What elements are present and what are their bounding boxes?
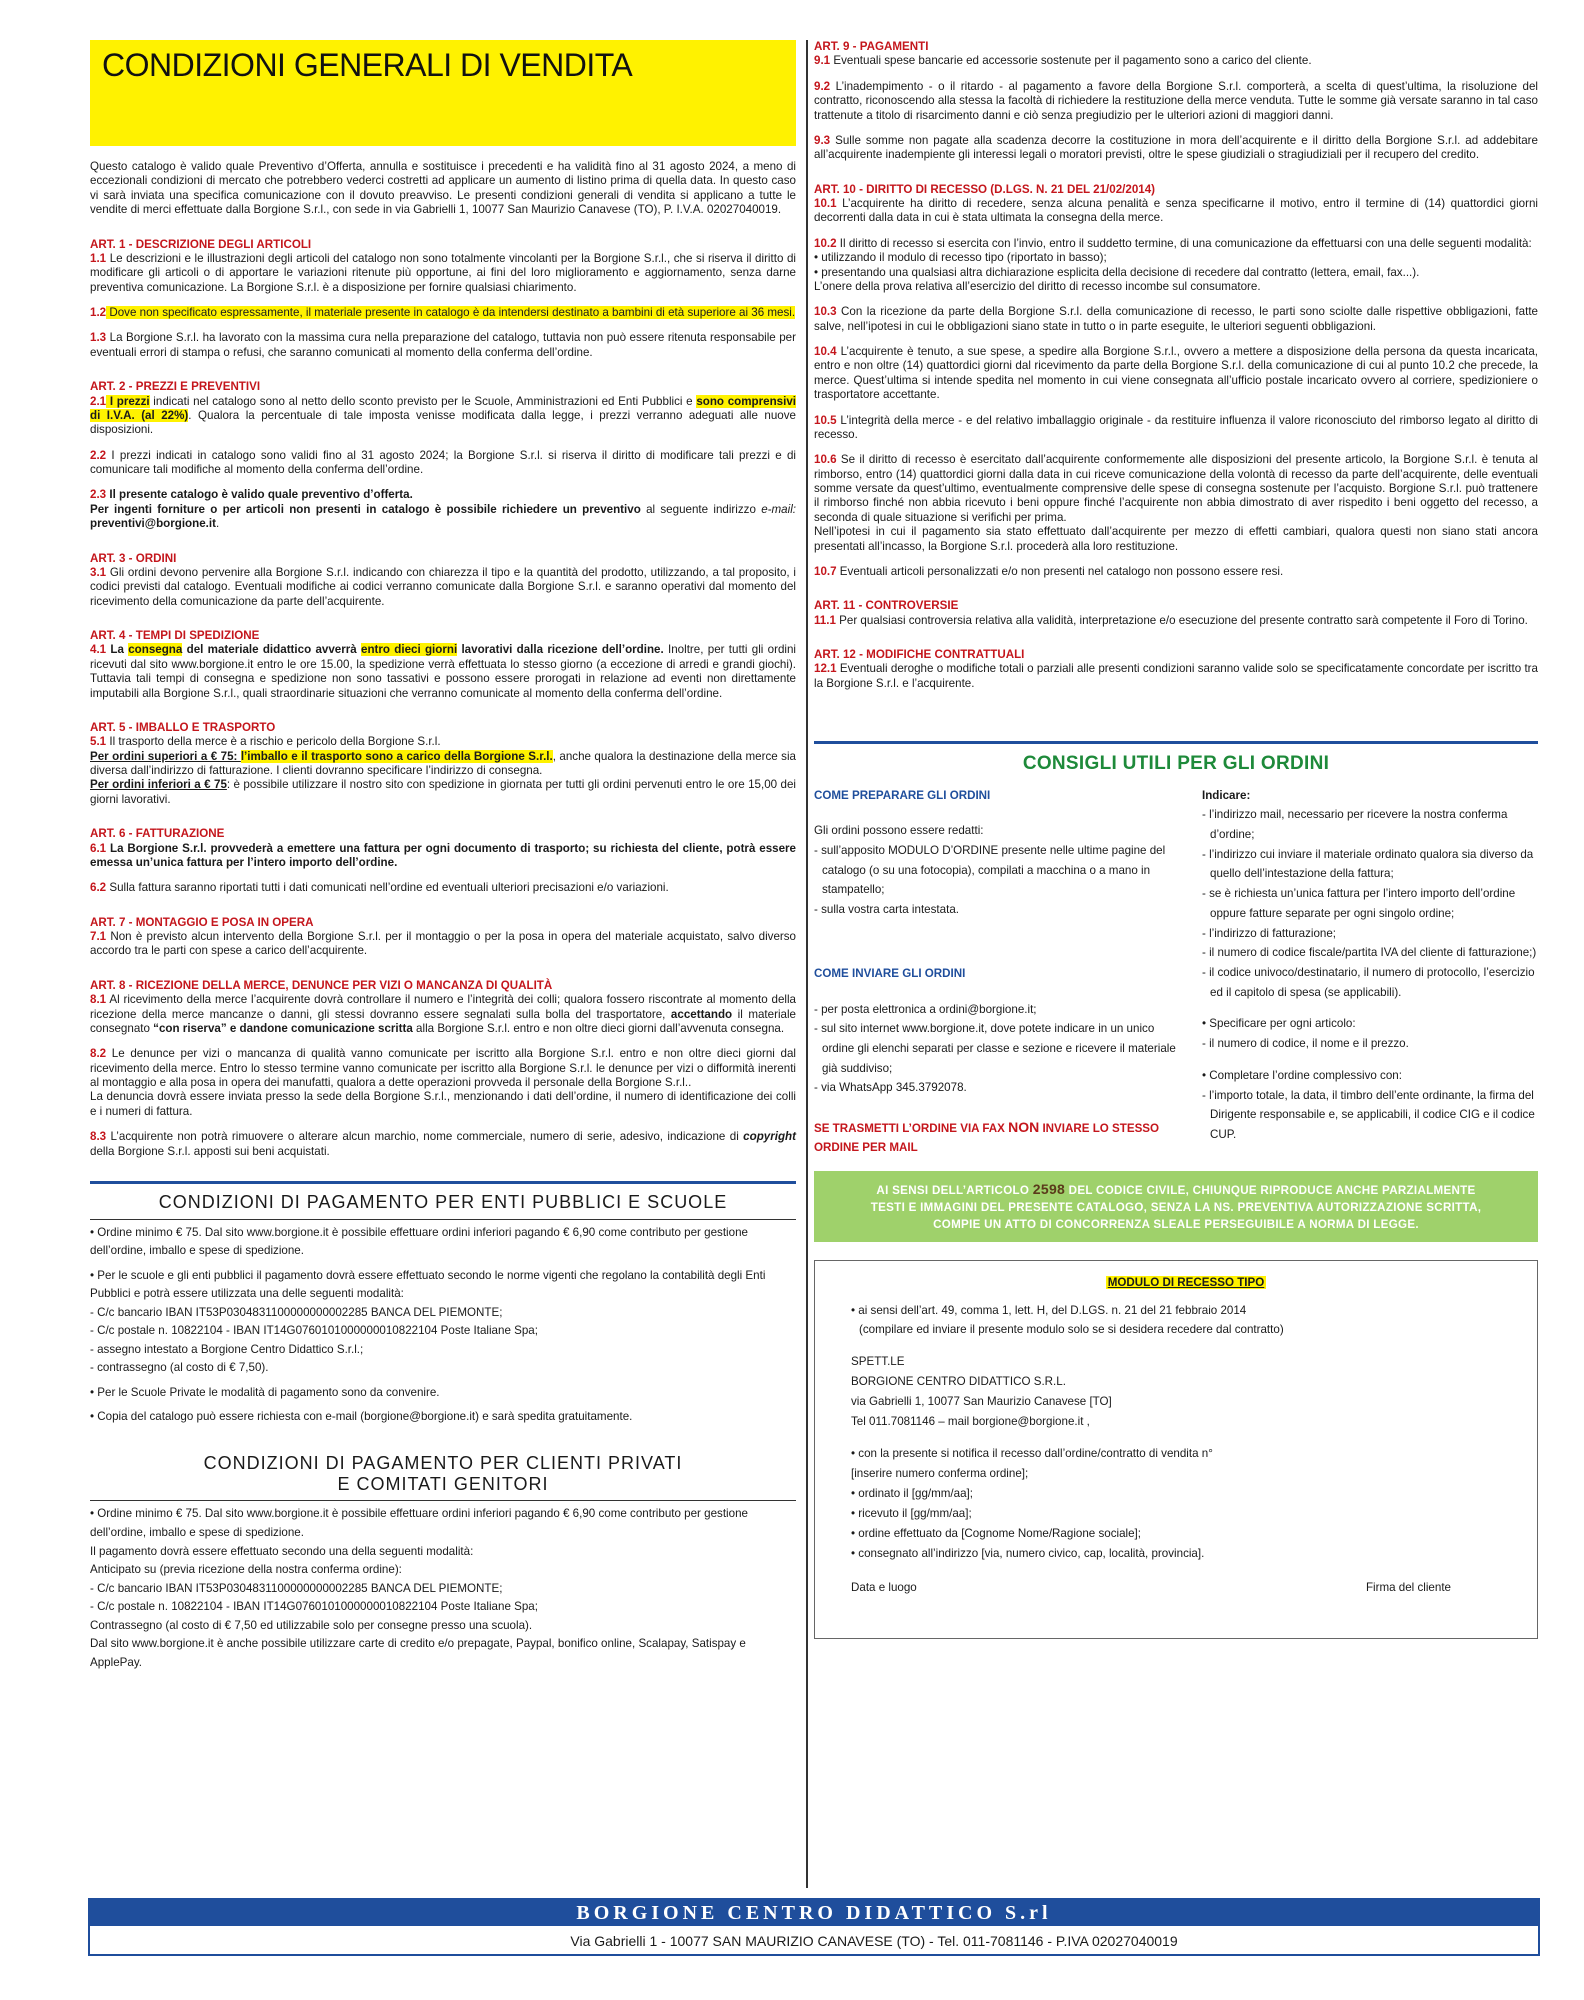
article-4-title: ART. 4 - TEMPI DI SPEDIZIONE: [90, 629, 260, 642]
clause-text: e dandone comunicazione scritta: [226, 1021, 413, 1035]
clause-number: 10.6: [814, 453, 837, 467]
copyright-line-2: TESTI E IMMAGINI DEL PRESENTE CATALOGO, SENZA LA NS. PREVENTIVA AUTORIZZAZIONE SCRITTA,: [870, 1201, 1482, 1214]
payment-item: • Ordine minimo € 75. Dal sito www.borgione.it è possibile effettuare ordini inferiori pagando € 6,90 come contributo per gestione dell’ordine, imballo e spese di spedizione.: [90, 1225, 748, 1258]
clause-text: La: [106, 643, 129, 657]
page-title: CONDIZIONI GENERALI DI VENDITA: [102, 47, 633, 83]
clause-1-2: [90, 306, 796, 320]
send-orders-list: [814, 1000, 1184, 1099]
list-item: - via WhatsApp 345.3792078.: [814, 1081, 967, 1095]
clause-number: 10.2: [814, 236, 837, 250]
send-orders-title: COME INVIARE GLI ORDINI: [814, 966, 966, 980]
clause-text: alla Borgione S.r.l. entro e non oltre dieci giorni dall’avvenuta consegna.: [412, 1021, 785, 1035]
indicate-list: [1202, 805, 1538, 1002]
clause-text: I prezzi indicati in catalogo sono validi fino al 31 agosto 2024; la Borgione S.r.l. si riserva il diritto di modificare tali prezzi e di comunicare tali modifiche al momento della conferma dell’ordine.: [90, 448, 796, 476]
clause-number: 2.3: [90, 488, 107, 502]
clause-text: Per qualsiasi controversia relativa alla validità, interpretazione e/o esecuzione del presente contratto sarà competente il Foro di Torino.: [835, 613, 1528, 627]
clause-text: Eventuali spese bancarie ed accessorie sostenute per il pagamento sono a carico del cliente.: [830, 54, 1312, 68]
article-10-title: ART. 10 - DIRITTO DI RECESSO (D.LGS. N. 21 DEL 21/02/2014): [814, 182, 1156, 196]
clause-10-4: [814, 345, 1538, 403]
title-banner: [90, 40, 796, 146]
clause-8-3: [90, 1130, 796, 1159]
article-1-title: ART. 1 - DESCRIZIONE DEGLI ARTICOLI: [90, 237, 312, 251]
clause-text: lavorativi dalla ricezione dell’ordine.: [457, 643, 664, 657]
article-7-title: ART. 7 - MONTAGGIO E POSA IN OPERA: [90, 915, 314, 929]
fax-warning-not: NON: [1008, 1119, 1040, 1136]
withdrawal-form-title: MODULO DI RECESSO TIPO: [1107, 1275, 1265, 1289]
article-11-title: ART. 11 - CONTROVERSIE: [814, 599, 959, 613]
right-column: [814, 40, 1538, 1639]
payment-item: • Per le scuole e gli enti pubblici il pagamento dovrà essere effettuato secondo le norme vigenti che regolano la contabilità degli Enti Pubblici e potrà essere utilizzata una delle seguenti modalità: - C/c bancario IBAN IT53P0304831100000000002285 BANCA DEL PIEMONTE; - C/c postale n. 10822104 - IBAN IT14G0760101000000010822104 Poste Italiane Spa; - assegno intestato a Borgione Centro Didattico S.r.l.; - contrassegno (al costo di € 7,50).: [90, 1268, 766, 1375]
clause-10-1: [814, 197, 1538, 226]
clause-5-1: [90, 735, 796, 749]
fax-warning-text: INVIARE LO STESSO ORDINE PER MAIL: [814, 1122, 1160, 1154]
clause-text-highlighted: entro dieci giorni: [361, 643, 458, 657]
complete-list: [1202, 1086, 1538, 1145]
payment-private-title-line1: CONDIZIONI DI PAGAMENTO PER CLIENTI PRIVATI: [203, 1453, 683, 1474]
list-item: - sul sito internet www.borgione.it, dove potete indicare in un unico ordine gli elenchi separati per classe e sezione e ricevere il materiale già suddiviso;: [814, 1022, 1176, 1075]
prepare-orders-intro: Gli ordini possono essere redatti:: [814, 824, 984, 838]
article-7: [90, 916, 796, 959]
clause-text: Gli ordini devono pervenire alla Borgione S.r.l. indicando con chiarezza il tipo e la quantità del prodotto, utilizzando, a tal proposito, i codici previsti dal catalogo. Eventuali modifiche ai codici verranno comunicate dalla Borgione S.r.l. e saranno operativi dal momento del ricevimento della comunicazione da parte dell’acquirente.: [90, 565, 796, 608]
clause-number: 2.2: [90, 448, 107, 462]
clause-text: L’acquirente ha diritto di recedere, senza alcuna penalità e senza specificarne il motivo, entro il termine di (14) quattordici giorni decorrenti dalla data in cui è stata ultimata la consegna della merce.: [814, 197, 1538, 225]
order-tips: [814, 786, 1538, 1158]
payment-private-title-line2: E COMITATI GENITORI: [337, 1473, 549, 1494]
copyright-article-number: 2598: [1032, 1181, 1066, 1198]
clause-9-1: [814, 54, 1538, 68]
clause-text: Inoltre, per tutti gli ordini ricevuti dal sito www.borgione.it entro le ore 15.00, la spedizione verrà effettuata lo stesso giorno (a eccezione di arredi e grandi giochi). Tuttavia tali tempi di consegna e spedizione non sono tassativi e possono essere prorogati in relazione ad eventi non direttamente imputabili alla Borgione S.r.l., quali straordinarie situazioni che verranno comunicate al momento della conferma dell’ordine.: [90, 643, 796, 700]
article-2-title: ART. 2 - PREZZI E PREVENTIVI: [90, 380, 261, 394]
clause-number: 1.2: [90, 306, 107, 319]
copyright-line-3: COMPIE UN ATTO DI CONCORRENZA SLEALE PERSEGUIBILE A NORMA DI LEGGE.: [933, 1217, 1419, 1231]
clause-number: 8.3: [90, 1130, 107, 1144]
clause-10-7: [814, 565, 1538, 579]
clause-text-highlighted: sono comprensivi di I.V.A. (al 22%): [90, 394, 797, 422]
clause-text: Al ricevimento della merce l’acquirente dovrà controllare il numero e l’integrità dei colli; qualora fossero riscontrate al momento della ricezione della merce mancanze o danni, gli stessi dovranno essere segnalati sulla bolla del trasportatore,: [90, 993, 796, 1021]
clause-1-1: [90, 252, 796, 295]
clause-number: 10.1: [814, 197, 837, 210]
payment-item: • Copia del catalogo può essere richiesta con e-mail (borgione@borgione.it) e sarà spedita gratuitamente.: [90, 1410, 633, 1424]
clause-text-highlighted: l’imballo e il trasporto sono a carico della Borgione S.r.l.: [240, 749, 553, 763]
clause-text: : è possibile utilizzare il nostro sito con spedizione in giornata per tutti gli ordini pervenuti entro le ore 15,00 dei giorni lavorativi.: [90, 778, 796, 806]
clause-5-1-under75: [90, 778, 796, 807]
clause-number: 2.1: [90, 394, 107, 408]
clause-text: Se il diritto di recesso è esercitato dall’acquirente conformemente alle disposizioni del presente articolo, la Borgione S.r.l. è tenuta al rimborso, entro (14) quattordici giorni dalla data in cui riceve comunicazione della volontà di recesso da parte dell’acquirente, delle eventuali somme versate da quest’ultimo, eventualmente comprensive delle spese di consegna sostenute per l’acquisto. Borgione S.r.l. può trattenere il rimborso finché non abbia ricevuto i beni oppure finché l’acquirente non abbia dimostrato di aver rispedito i beni oggetto del recesso, a seconda di quale situazione si verifichi per prima. Nell’ipotesi in cui il pagamento sia stato effettuato dall’acquirente per mezzo di effetti cambiari, qualora questi non siano stati ancora presentati all’incasso, la Borgione S.r.l. procederà alla loro restituzione.: [814, 453, 1538, 553]
article-8-title: ART. 8 - RICEZIONE DELLA MERCE, DENUNCE PER VIZI O MANCANZA DI QUALITÀ: [90, 978, 553, 992]
article-9-title: ART. 9 - PAGAMENTI: [814, 40, 929, 53]
clause-text: Le denunce per vizi o mancanza di qualità vanno comunicate per iscritto alla Borgione S.r.l. entro e non oltre dieci giorni dal ricevimento della merce. Entro lo stesso termine vanno comunicate per iscritto alla Borgione S.r.l. le denunce per vizi o difformità inerenti al montaggio e alla posa in opera dei manufatti, qualora a dette operazioni provveda il personale della Borgione S.r.l..: [90, 1047, 796, 1089]
article-8: [90, 979, 796, 1159]
clause-text: Per ordini inferiori a € 75: [90, 778, 227, 792]
clause-text: L’integrità della merce - e del relativo imballaggio originale - da restituire influenza il valore riconosciuto del rimborso legato al diritto di recesso.: [814, 413, 1538, 441]
form-field-line: • ordinato il [gg/mm/aa];: [851, 1487, 973, 1501]
copyright-line-1: [820, 1179, 1532, 1200]
list-item: - sulla vostra carta intestata.: [814, 903, 959, 917]
clause-text: copyright: [743, 1130, 796, 1144]
clause-text-highlighted: Dove non specificato espressamente, il materiale presente in catalogo è da intendersi destinato a bambini di età superiore ai 36 mesi.: [106, 306, 796, 319]
clause-text: al seguente indirizzo: [640, 502, 762, 516]
clause-number: 6.2: [90, 881, 107, 895]
clause-10-3: [814, 305, 1538, 334]
clause-text: Le descrizioni e le illustrazioni degli articoli del catalogo non sono totalmente vincolanti per la Borgione S.r.l., che si riserva il diritto di modificare gli articoli o di apportare le variazioni ritenute più opportune, ai fini del loro miglioramento e aggiornamento, senza darne preventiva comunicazione. La Borgione S.r.l. è a disposizione per fornire qualsiasi chiarimento.: [90, 251, 796, 294]
clause-8-2: [90, 1047, 796, 1090]
clause-text: e-mail:: [761, 502, 796, 516]
clause-number: 9.3: [814, 133, 831, 147]
clause-text: Sulle somme non pagate alla scadenza decorre la costituzione in mora dell’acquirente e il diritto della Borgione S.r.l. ad addebitare all’acquirente inadempiente gli interessi legali o moratori previsti, oltre le spese giudiziali o stragiudiziali per il recupero del credito.: [814, 133, 1538, 162]
article-9: [814, 40, 1538, 163]
clause-text: Il trasporto della merce è a rischio e pericolo della Borgione S.r.l.: [106, 735, 441, 749]
order-tips-title: CONSIGLI UTILI PER GLI ORDINI: [814, 741, 1538, 776]
indicate-title: Indicare:: [1202, 788, 1251, 802]
clause-2-3: [90, 488, 796, 531]
recipient-line: SPETT.LE: [851, 1355, 905, 1369]
clause-text: del materiale didattico avverrà: [182, 643, 361, 657]
clause-10-5: [814, 414, 1538, 443]
list-item: - il codice univoco/destinatario, il numero di protocollo, l’esercizio ed il capitolo di spesa (se applicabili).: [1202, 966, 1535, 999]
list-item: - per posta elettronica a ordini@borgione.it;: [814, 1002, 1037, 1016]
article-11: [814, 599, 1538, 628]
preventivi-email-link[interactable]: preventivi@borgione.it: [90, 517, 216, 531]
clause-11-1: [814, 614, 1538, 628]
article-5: [90, 721, 796, 807]
clause-number: 1.1: [90, 251, 107, 265]
left-column: [90, 40, 796, 1672]
article-6: [90, 827, 796, 896]
clause-text: indicati nel catalogo sono al netto dello sconto previsto per le Scuole, Amministrazioni ed Enti Pubblici e: [149, 394, 697, 408]
article-1: [90, 238, 796, 361]
prepare-orders-title: COME PREPARARE GLI ORDINI: [814, 788, 991, 802]
clause-number: 11.1: [814, 613, 836, 627]
clause-number: 3.1: [90, 565, 107, 579]
clause-text: accettando: [670, 1007, 733, 1021]
clause-6-1: [90, 842, 796, 871]
clause-text: Eventuali articoli personalizzati e/o non presenti nel catalogo non possono essere resi.: [836, 564, 1284, 578]
form-field-line: • ordine effettuato da [Cognome Nome/Ragione sociale];: [851, 1526, 1142, 1540]
clause-5-1-over75: [90, 750, 796, 779]
fax-warning: [814, 1116, 1184, 1157]
payment-public-body: [90, 1219, 796, 1427]
form-field-line: [inserire numero conferma ordine];: [851, 1467, 1029, 1481]
clause-1-3: [90, 331, 796, 360]
order-tips-right: [1202, 786, 1538, 1158]
payment-public: [90, 1181, 796, 1427]
form-field-line: • con la presente si notifica il recesso dall’ordine/contratto di vendita n°: [851, 1447, 1213, 1461]
clause-text: Non è previsto alcun intervento della Borgione S.r.l. per il montaggio o per la posa in opera del materiale acquistato, salvo diverso accordo tra le parti con spese a carico dell’acquirente.: [90, 930, 796, 958]
clause-text: L’inadempimento - o il ritardo - al pagamento a favore della Borgione S.r.l. comporterà, a scelta di quest’ultima, la risoluzione del contratto, riconoscendo alla stessa la facoltà di richiedere la restituzione della merce venduta. Tutte le somme già versate saranno in tal caso trattenute a titolo di risarcimento danni e ciò senza pregiudizio per le ulteriori azioni di maggiori danni.: [814, 79, 1538, 122]
list-item: - l’indirizzo mail, necessario per ricevere la nostra conferma d’ordine;: [1202, 808, 1508, 842]
clause-4-1: [90, 643, 796, 701]
clause-10-6: [814, 453, 1538, 554]
clause-text: “con riserva”: [153, 1021, 227, 1035]
withdrawal-form-title-wrap: [851, 1273, 1521, 1293]
clause-number: 12.1: [814, 662, 837, 676]
clause-8-2-b: La denuncia dovrà essere inviata presso la sede della Borgione S.r.l., menzionando i dati dell’ordine, il numero di identificazione dei colli e i numeri di fattura.: [90, 1090, 796, 1118]
copyright-notice: [814, 1171, 1538, 1241]
payment-private: [90, 1445, 796, 1672]
clause-number: 10.7: [814, 564, 837, 578]
clause-number: 10.3: [814, 305, 837, 319]
clause-3-1: [90, 566, 796, 609]
withdrawal-form-fields: [851, 1444, 1521, 1564]
clause-10-2: [814, 237, 1538, 295]
article-5-title: ART. 5 - IMBALLO E TRASPORTO: [90, 720, 276, 734]
withdrawal-form-legal: • ai sensi dell’art. 49, comma 1, lett. H, del D.LGS. n. 21 del 21 febbraio 2014: [851, 1303, 1247, 1317]
payment-private-body: • Ordine minimo € 75. Dal sito www.borgione.it è possibile effettuare ordini inferiori pagando € 6,90 come contributo per gestione dell’ordine, imballo e spese di spedizione. Il pagamento dovrà essere effettuato secondo una della seguenti modalità: Anticipato su (previa ricezione della nostra conferma ordine): - C/c bancario IBAN IT53P0304831100000000002285 BANCA DEL PIEMONTE; - C/c postale n. 10822104 - IBAN IT14G0760101000000010822104 Poste Italiane Spa; Contrassegno (al costo di € 7,50 ed utilizzabile solo per consegne presso una scuola). Dal sito www.borgione.it è anche possibile utilizzare carte di credito e/o prepagate, Paypal, bonifico online, Scalapay, Satispay e ApplePay.: [90, 1500, 796, 1672]
clause-text: , anche qualora la destinazione della merce sia diversa dall’indirizzo di fatturazione. I clienti dovranno specificare l’indirizzo di consegna.: [90, 749, 796, 777]
article-10: [814, 183, 1538, 580]
clause-number: 10.4: [814, 345, 837, 358]
article-6-title: ART. 6 - FATTURAZIONE: [90, 827, 225, 841]
clause-number: 6.1: [90, 841, 107, 855]
article-2: [90, 380, 796, 531]
clause-9-3: [814, 134, 1538, 163]
recipient-contacts: Tel 011.7081146 – mail borgione@borgione.it ,: [851, 1415, 1090, 1429]
specify-list: [1202, 1034, 1538, 1054]
clause-9-2: [814, 80, 1538, 123]
article-12: [814, 648, 1538, 691]
signature-label: Firma del cliente: [1365, 1580, 1451, 1594]
clause-number: 10.5: [814, 413, 837, 427]
article-4: [90, 629, 796, 701]
clause-number: 9.1: [814, 54, 831, 68]
clause-text: La Borgione S.r.l. ha lavorato con la massima cura nella preparazione del catalogo, tuttavia non può essere ritenuta responsabile per eventuali errori di stampa o refusi, che saranno comunicati al momento della conferma dell’ordine.: [90, 331, 796, 359]
clause-text: Per ingenti forniture o per articoli non presenti in catalogo è possibile richiedere un preventivo: [90, 502, 641, 516]
clause-number: 8.1: [90, 993, 107, 1007]
signature-row: [851, 1578, 1521, 1598]
form-field-line: • consegnato all’indirizzo [via, numero civico, cap, località, provincia].: [851, 1546, 1205, 1560]
clause-8-1: [90, 993, 796, 1036]
clause-text: della Borgione S.r.l. apposti sui beni acquistati.: [90, 1144, 330, 1158]
clause-number: 9.2: [814, 79, 831, 93]
recipient-address: via Gabrielli 1, 10077 San Maurizio Canavese [TO]: [851, 1395, 1112, 1409]
list-item: - l’indirizzo cui inviare il materiale ordinato qualora sia diverso da quello dell’intestazione della fattura;: [1202, 847, 1534, 881]
clause-number: 8.2: [90, 1047, 107, 1061]
clause-text: Il presente catalogo è valido quale preventivo d’offerta.: [106, 488, 413, 502]
clause-text: La Borgione S.r.l. provvederà a emettere una fattura per ogni documento di trasporto; su richiesta del cliente, potrà essere emessa un’unica fattura per l’intero importo dell’ordine.: [90, 841, 796, 869]
prepare-orders-list: [814, 841, 1184, 920]
clause-text-highlighted: I prezzi: [106, 394, 150, 408]
list-item: - il numero di codice, il nome e il prezzo.: [1202, 1037, 1409, 1051]
complete-title: • Completare l’ordine complessivo con:: [1202, 1068, 1402, 1082]
clause-text: Per ordini superiori a € 75:: [90, 749, 241, 763]
clause-2-1: [90, 395, 796, 438]
clause-number: 5.1: [90, 735, 107, 749]
company-address: Via Gabrielli 1 - 10077 SAN MAURIZIO CANAVESE (TO) - Tel. 011-7081146 - P.IVA 02027040019: [570, 1933, 1178, 1949]
clause-text: Il diritto di recesso si esercita con l’invio, entro il suddetto termine, di una comunicazione da effettuarsi con una delle seguenti modalità: • utilizzando il modulo di recesso tipo (riportato in basso); • presentando una qualsiasi altra dichiarazione esplicita della decisione di recedere dal contratto (lettera, email, fax...). L’onere della prova relativa all’esercizio del diritto di recesso incombe sul consumatore.: [814, 236, 1532, 293]
payment-public-title: CONDIZIONI DI PAGAMENTO PER ENTI PUBBLICI E SCUOLE: [90, 1181, 796, 1213]
form-field-line: • ricevuto il [gg/mm/aa];: [851, 1506, 972, 1520]
recipient-company: BORGIONE CENTRO DIDATTICO S.R.L.: [851, 1375, 1066, 1389]
copyright-text: DEL CODICE CIVILE, CHIUNQUE RIPRODUCE ANCHE PARZIALMENTE: [1065, 1184, 1476, 1198]
clause-6-2: [90, 881, 796, 895]
clause-2-2: [90, 449, 796, 478]
clause-text-highlighted: consegna: [128, 643, 183, 657]
clause-number: 7.1: [90, 930, 107, 943]
article-3: [90, 552, 796, 610]
company-footer: [88, 1898, 1540, 1956]
copyright-text: AI SENSI DELL’ARTICOLO: [876, 1184, 1033, 1198]
specify-title: • Specificare per ogni articolo:: [1202, 1017, 1356, 1031]
clause-text: . Qualora la percentuale di tale imposta venisse modificata dalla legge, i prezzi verranno adeguati alle nuove disposizioni.: [90, 408, 796, 437]
list-item: - se è richiesta un’unica fattura per l’intero importo dell’ordine oppure fatture separate per ogni singolo ordine;: [1202, 887, 1516, 920]
clause-text: L’acquirente non potrà rimuovere o alterare alcun marchio, nome commerciale, numero di serie, adesivo, indicazione di: [106, 1130, 744, 1144]
clause-text: il materiale consegnato: [90, 1007, 797, 1035]
payment-private-title: [90, 1445, 796, 1494]
payment-item: • Per le Scuole Private le modalità di pagamento sono da convenire.: [90, 1385, 440, 1399]
list-item: - l’indirizzo di fatturazione;: [1202, 926, 1337, 940]
clause-number: 1.3: [90, 331, 107, 345]
clause-number: 4.1: [90, 643, 107, 657]
list-item: - l’importo totale, la data, il timbro dell’ente ordinante, la firma del Dirigente responsabile e, se applicabili, il codice CIG e il codice CUP.: [1202, 1088, 1535, 1141]
clause-text: Sulla fattura saranno riportati tutti i dati comunicati nell’ordine ed eventuali ulteriori precisazioni e/o variazioni.: [106, 881, 669, 895]
intro-paragraph: Questo catalogo è valido quale Preventivo d’Offerta, annulla e sostituisce i precedenti e ha validità fino al 31 agosto 2024, a meno di eccezionali condizioni di mercato che potrebbero vederci costretti ad applicare un aumento di listino prima di quella data. In questo caso vi sarà inviata una specifica comunicazione con il dovuto preavviso. Le presenti condizioni generali di vendita si applicano a tutte le vendite di merci effettuate dalla Borgione S.r.l., con sede in via Gabrielli 1, 10077 San Maurizio Canavese (TO), P. I.V.A. 02027040019.: [90, 160, 796, 217]
clause-text: Con la ricezione da parte della Borgione S.r.l. della comunicazione di recesso, le parti sono sciolte dalle rispettive obbligazioni, fatte salve, nell’ipotesi in cui le obbligazioni siano state in tutto o in parte eseguite, le ulteriori seguenti obbligazioni.: [814, 305, 1538, 333]
article-3-title: ART. 3 - ORDINI: [90, 551, 177, 565]
list-item: - il numero di codice fiscale/partita IVA del cliente di fatturazione;): [1202, 946, 1537, 960]
list-item: - sull’apposito MODULO D’ORDINE presente nelle ultime pagine del catalogo (o su una fotocopia), compilati a macchina o a mano in stampatello;: [814, 844, 1166, 897]
article-12-title: ART. 12 - MODIFICHE CONTRATTUALI: [814, 648, 1025, 661]
column-divider: [806, 40, 808, 1888]
withdrawal-form-instructions: (compilare ed inviare il presente modulo solo se si desidera recedere dal contratto): [859, 1323, 1284, 1337]
company-name: BORGIONE CENTRO DIDATTICO S.rl: [90, 1900, 1538, 1926]
date-place-label: Data e luogo: [851, 1580, 917, 1594]
clause-7-1: [90, 930, 796, 959]
fax-warning-text: SE TRASMETTI L’ORDINE VIA FAX: [814, 1122, 1009, 1136]
order-tips-left: [814, 786, 1184, 1158]
clause-text: .: [215, 517, 220, 531]
clause-text: L’acquirente è tenuto, a sue spese, a spedire alla Borgione S.r.l., ovvero a mettere a disposizione della persona da questa incaricata, entro e non oltre (14) quattordici giorni dal ricevimento da parte della Borgione S.r.l. della comunicazione di cui al punto 10.2 che precede, la merce. Quest’ultima si intende spedita nel momento in cui viene consegnata all’ufficio postale incaricato ovvero al corriere, spedizioniere o trasportatore accettante.: [814, 345, 1538, 402]
withdrawal-form: [814, 1260, 1538, 1639]
clause-text: Eventuali deroghe o modifiche totali o parziali alle presenti condizioni saranno valide solo se specificatamente concordate per iscritto tra la Borgione S.r.l. e l’acquirente.: [814, 662, 1538, 690]
clause-12-1: [814, 662, 1538, 691]
